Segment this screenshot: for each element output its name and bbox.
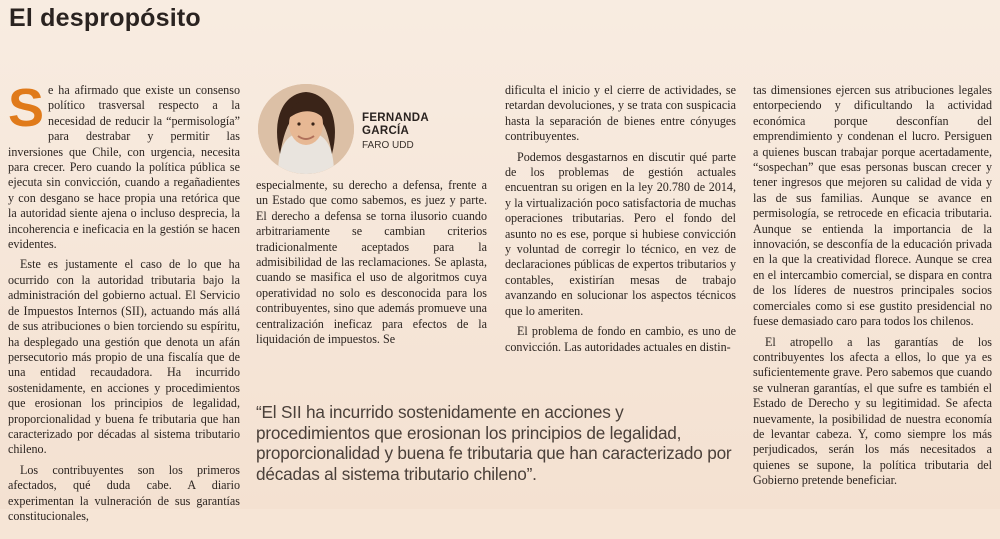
- paragraph-9: El atropello a las garantías de los contribuyentes los afecta a ellos, lo que ya es suficientemente grave. Pero sabemos que cuando se vulneran garantías, el que sufre es también el Estado de Derecho y su legitimidad. Se afecta nuevamente, la posibilidad de nuestra economía de levantar cabeza. Y, como siempre los más perjudicados, serán los más necesitados a quienes se supone, la política tributaria del Gobierno pretende beneficiar.: [753, 334, 992, 488]
- paragraph-7: El problema de fondo en cambio, es uno de convicción. Las autoridades actuales en distin-: [505, 324, 736, 354]
- column-4: [753, 83, 992, 489]
- paragraph-2: Este es justamente el caso de lo que ha ocurrido con la autoridad tributaria bajo la administración del gobierno actual. El Servicio de Impuestos Internos (SII), actuando más allá de sus atribuciones o bien torciendo su espíritu, ha desplegado una gestión que denota un afán persecutorio más propio de una fiscalía que de una entidad recaudadora. Ha incurrido sostenidamente, en acciones y procedimientos que erosionan los principios de legalidad, proporcionalidad y buena fe tributaria que han caracterizado por décadas al sistema tributario chileno.: [8, 257, 240, 457]
- column-1: [8, 78, 240, 524]
- author-organization: FARO UDD: [362, 140, 414, 151]
- paragraph-8: tas dimensiones ejercen sus atribuciones legales entorpeciendo y dificultando la actividad económica porque desconfían del emprendimiento y condenan el lucro. Persiguen a quienes buscan trabajar porque acertadamente, “sospechan” que esas personas buscan crecer y tener ingresos que mejoren su calidad de vida y las de sus familias. Aunque se avance en permisología, se retrocede en eficacia tributaria. Aunque se entienda la importancia de la innovación, se desconfía de la educación privada en la que la creatividad florece. Aunque se crea en el intercambio comercial, se dispara en contra de los líderes de nuestros principales socios comerciales como si ese gustito presidencial no fuese demasiado caro para todos los chilenos.: [753, 83, 992, 329]
- column-2: [256, 178, 487, 347]
- drop-cap: S: [8, 78, 45, 138]
- author-byline: [362, 112, 429, 151]
- author-name-last: GARCÍA: [362, 124, 410, 137]
- paragraph-6: Podemos desgastarnos en discutir qué parte de los problemas de gestión actuales encuentran su origen en la ley 20.780 de 2014, y la virtualización poco satisfactoria de muchas operaciones tributarias. Pero el fondo del asunto no es ese, porque si hubiese convicción y voluntad de corregir lo técnico, en vez de declaraciones públicas de expertos tributarios y contables, existirían mesas de trabajo avanzando en solucionar los aspectos técnicos que lo ameriten.: [505, 149, 736, 318]
- pull-quote: “El SII ha incurrido sostenidamente en acciones y procedimientos que erosionan los principios de legalidad, proporcionalidad y buena fe tributaria que han caracterizado por décadas al sistema tributario chileno”.: [256, 402, 732, 484]
- column-3: [505, 83, 736, 355]
- author-portrait-icon: [258, 84, 354, 174]
- paragraph-4: especialmente, su derecho a defensa, frente a un Estado que como sabemos, es juez y parte. El derecho a defensa se torna ilusorio cuando arbitrariamente se cambian criterios tradicionalmente aceptados para la admisibilidad de las reclamaciones. Se aplasta, cuando se masifica el uso de algoritmos cuya operatividad no solo es desconocida para los contribuyentes, sino que además promueve una centralización ineficaz para efectos de la liquidación de impuestos. Se: [256, 178, 487, 347]
- paragraph-1: Se ha afirmado que existe un consenso político trasversal respecto a la necesidad de reducir la “permisología” para destrabar y permitir las inversiones que Chile, con urgencia, necesita para crecer. Pero cuando la política pública se ejecuta sin convicción, cuando a regañadientes y con desgano se hace propia una retórica que la autoridad siente ajena o incluso desprecia, la incoherencia e ineficacia en la gestión se hacen evidentes.: [8, 78, 240, 252]
- paragraph-3: Los contribuyentes son los primeros afectados, qué duda cabe. A diario experimentan la vulneración de sus garantías constitucionales,: [8, 462, 240, 523]
- paragraph-5: dificulta el inicio y el cierre de actividades, se retardan devoluciones, y se trata con suspicacia hasta la separación de bienes entre cónyuges contribuyentes.: [505, 83, 736, 144]
- article-title: El despropósito: [9, 4, 201, 32]
- author-photo: [258, 84, 354, 174]
- author-name-first: FERNANDA: [362, 112, 429, 124]
